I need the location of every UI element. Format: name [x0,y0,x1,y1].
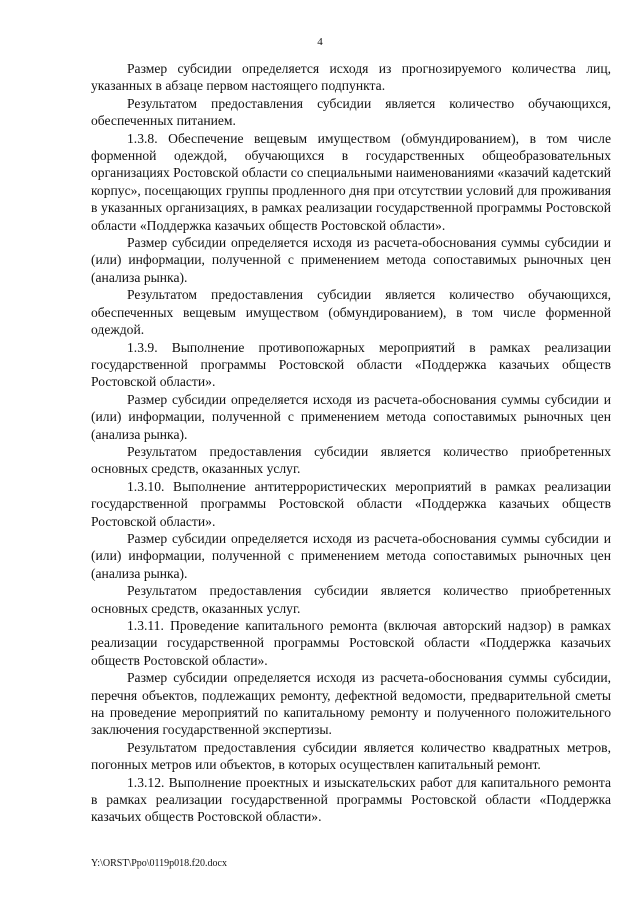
paragraph: Размер субсидии определяется исходя из расчета-обоснования суммы субсидии и (или) информации, полученной с применением метода сопоставимых рыночных цен (анализа рынка). [91,530,611,581]
paragraph: Размер субсидии определяется исходя из расчета-обоснования суммы субсидии и (или) информации, полученной с применением метода сопоставимых рыночных цен (анализа рынка). [91,391,611,442]
paragraph: Результатом предоставления субсидии является количество обучающихся, обеспеченных вещевым имуществом (обмундированием), в том числе форменной одеждой. [91,287,611,338]
paragraph: Результатом предоставления субсидии является количество приобретенных основных средств, оказанных услуг. [91,583,611,616]
paragraph: Результатом предоставления субсидии является количество обучающихся, обеспеченных питанием. [91,95,611,129]
footer-file-path: Y:\ORST\Ppo\0119p018.f20.docx [91,858,227,869]
paragraph: Размер субсидии определяется исходя из прогнозируемого количества лиц, указанных в абзаце первом настоящего подпункта. [91,61,611,94]
paragraph: 1.3.10. Выполнение антитеррористических мероприятий в рамках реализации государственной программы Ростовской области «Поддержка казачьих обществ Ростовской области». [91,478,611,529]
paragraph: 1.3.9. Выполнение противопожарных мероприятий в рамках реализации государственной программы Ростовской области «Поддержка казачьих обществ Ростовской области». [91,339,611,390]
document-body [91,60,611,826]
paragraph: Результатом предоставления субсидии является количество квадратных метров, погонных метров или объектов, в которых осуществлен капитальный ремонт. [91,739,611,773]
paragraph: 1.3.8. Обеспечение вещевым имуществом (обмундированием), в том числе форменной одеждой, обучающихся в государственных общеобразовательных организациях Ростовской области со специальными наименованиями «казачий кадетский корпус», посещающих группы продленного дня при отсутствии условий для проживания в указанных организациях, в рамках реализации государственной программы Ростовской области «Поддержка казачьих обществ Ростовской области». [91,130,611,233]
paragraph: Размер субсидии определяется исходя из расчета-обоснования суммы субсидии, перечня объектов, подлежащих ремонту, дефектной ведомости, предварительной сметы на проведение мероприятий по капитальному ремонту и полученного положительного заключения государственной экспертизы. [91,670,611,738]
paragraph: 1.3.12. Выполнение проектных и изыскательских работ для капитального ремонта в рамках реализации государственной программы Ростовской области «Поддержка казачьих обществ Ростовской области». [91,774,611,825]
page-number: 4 [317,36,323,48]
paragraph: 1.3.11. Проведение капитального ремонта (включая авторский надзор) в рамках реализации государственной программы Ростовской области «Поддержка казачьих обществ Ростовской области». [91,618,611,668]
paragraph: Результатом предоставления субсидии является количество приобретенных основных средств, оказанных услуг. [91,443,611,477]
paragraph: Размер субсидии определяется исходя из расчета-обоснования суммы субсидии и (или) информации, полученной с применением метода сопоставимых рыночных цен (анализа рынка). [91,235,611,285]
